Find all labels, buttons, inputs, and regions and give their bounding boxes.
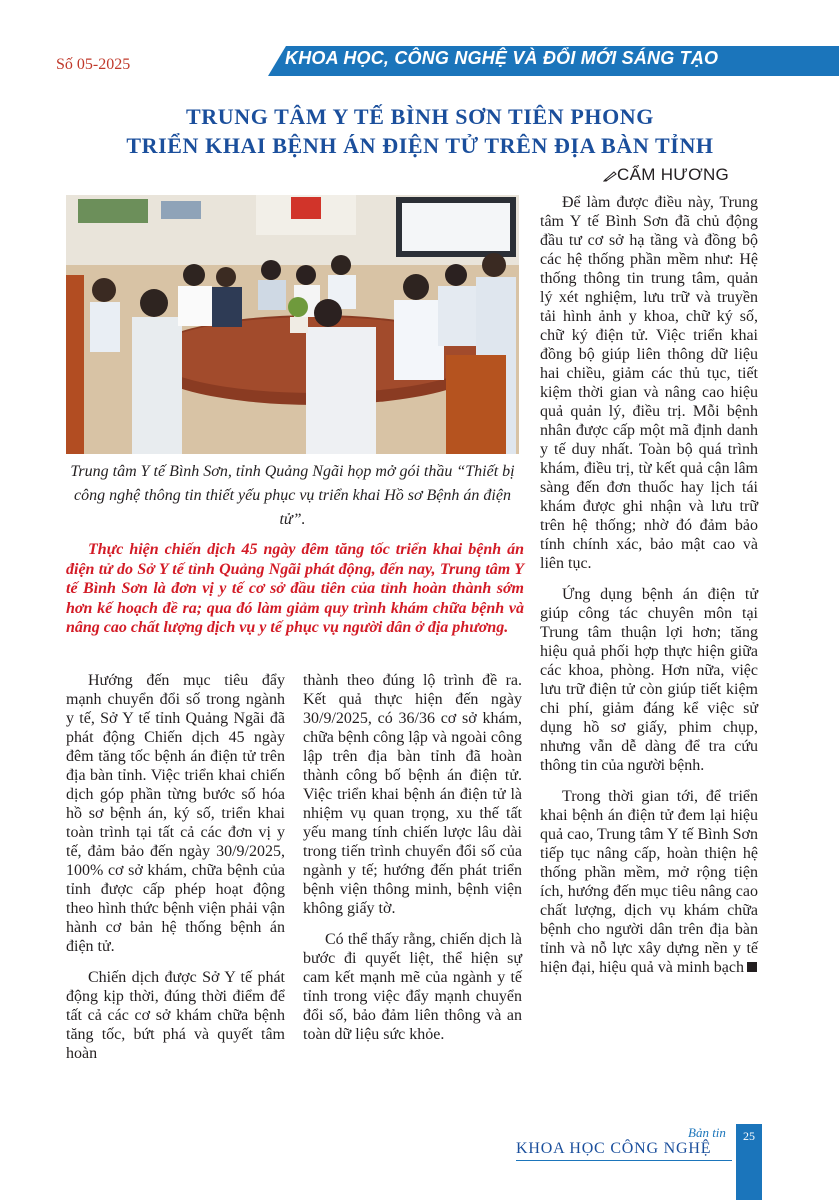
paragraph-text: Trong thời gian tới, để triển khai bệnh án điện tử đem lại hiệu quả cao, Trung tâm Y tế Bình Sơn tiếp tục nâng cấp, hoàn thiện hệ thống phần mềm, mở rộng tiện ích, hướng đến mục tiêu nâng cao chất lượng, dịch vụ khám chữa bệnh cho người dân trên địa bàn tỉnh và nỗ lực xây dựng nền y tế hiện đại, hiệu quả và minh bạch [540, 788, 758, 976]
banner-notch [268, 46, 286, 76]
photo-caption: Trung tâm Y tế Bình Sơn, tỉnh Quảng Ngãi họp mở gói thầu “Thiết bị công nghệ thông tin thiết yếu phục vụ triển khai Hồ sơ Bệnh án điện tử”. [70, 463, 515, 528]
page-number: 25 [736, 1124, 762, 1148]
article-sapo: Thực hiện chiến dịch 45 ngày đêm tăng tốc triển khai bệnh án điện tử do Sở Y tế tỉnh Quảng Ngãi phát động, đến nay, Trung tâm Y tế Bình Sơn là đơn vị y tế cơ sở đầu tiên của tỉnh hoàn thành sớm hơn kế hoạch đề ra; qua đó làm giảm quy trình khám chữa bệnh và nâng cao chất lượng dịch vụ y tế phục vụ người dân ở địa phương. [66, 541, 524, 636]
article-title-line-1: TRUNG TÂM Y TẾ BÌNH SƠN TIÊN PHONG [185, 104, 655, 129]
issue-number: Số 05-2025 [56, 56, 131, 73]
paragraph-last [540, 787, 758, 977]
page-strip [736, 1148, 762, 1200]
column-2 [303, 671, 522, 1056]
paragraph: thành theo đúng lộ trình đề ra. Kết quả thực hiện đến ngày 30/9/2025, có 36/36 cơ sở khám, chữa bệnh công lập và ngoài công lập trên địa bàn tỉnh đã hoàn thành công bố bệnh án điện tử. Việc triển khai bệnh án điện tử là nhiệm vụ quan trọng, xu thế tất yếu mang tính chiến lược lâu dài trong tiến trình chuyển đổi số của ngành y tế; hướng đến phát triển bệnh viện thông minh, bệnh viện không giấy tờ. [303, 672, 522, 917]
column-3 [540, 193, 758, 989]
footer-bulletin-label: Bản tin [688, 1125, 726, 1140]
column-1 [66, 671, 285, 1075]
footer-publication-name: KHOA HỌC CÔNG NGHỆ [516, 1140, 712, 1157]
paragraph: Ứng dụng bệnh án điện tử giúp công tác chuyên môn tại Trung tâm thuận lợi hơn; tăng hiệu quả phối hợp thực hiện giữa các khoa, phòng. Hơn nữa, việc lưu trữ điện tử còn giúp tiết kiệm chi phí, giảm đáng kể việc sử dụng hồ sơ giấy, phim chụp, nhưng vẫn dễ dàng để tra cứu thông tin của người bệnh. [540, 586, 758, 774]
paragraph: Có thể thấy rằng, chiến dịch là bước đi quyết liệt, thể hiện sự cam kết mạnh mẽ của ngành y tế tỉnh trong việc đẩy mạnh chuyển đổi số, bảo đảm liên thông và an toàn dữ liệu sức khỏe. [303, 931, 522, 1043]
paragraph: Chiến dịch được Sở Y tế phát động kịp thời, đúng thời điểm để tất cả các cơ sở khám chữa bệnh tăng tốc, bứt phá và quyết tâm hoàn [66, 969, 285, 1062]
paragraph: Hướng đến mục tiêu đẩy mạnh chuyển đổi số trong ngành y tế, Sở Y tế tỉnh Quảng Ngãi đã phát động Chiến dịch 45 ngày đêm tăng tốc bệnh án điện tử trên địa bàn tỉnh. Việc triển khai chiến dịch góp phần từng bước số hóa hồ sơ bệnh án, ký số, triển khai toàn trình tại tất cả các đơn vị y tế, đảm bảo đến ngày 30/9/2025, 100% cơ sở khám, chữa bệnh của tỉnh được cấp phép hoạt động theo hình thức bệnh viện phải vận hành cơ bản hệ thống bệnh án điện tử. [66, 672, 285, 955]
paragraph: Để làm được điều này, Trung tâm Y tế Bình Sơn đã chủ động đầu tư cơ sở hạ tầng và đồng bộ các hệ thống phần mềm như: Hệ thống thông tin trung tâm, quản lý xét nghiệm, lưu trữ và truyền tải hình ảnh y khoa, chữ ký số, chữ ký điện tử. Việc triển khai đồng bộ giúp liên thông dữ liệu hai chiều, giảm các thủ tục, tiết kiệm thời gian và nâng cao hiệu quả quản lý, điều trị. Mỗi bệnh nhân được cấp một mã định danh y tế duy nhất. Toàn bộ quá trình khám, điều trị, từ kết quả cận lâm sàng đến đơn thuốc hay lịch tái khám được ghi nhận và lưu trữ trên hệ thống; nhờ đó đảm bảo tính chính xác, bảo mật cao và liên tục. [540, 194, 758, 572]
pen-icon [603, 170, 617, 182]
end-mark-icon [747, 962, 757, 972]
author-name: CẨM HƯƠNG [617, 165, 730, 184]
footer-divider [516, 1160, 732, 1161]
section-title: KHOA HỌC, CÔNG NGHỆ VÀ ĐỔI MỚI SÁNG TẠO [285, 48, 719, 68]
meeting-photo [66, 195, 519, 454]
article-title-line-2: TRIỂN KHAI BỆNH ÁN ĐIỆN TỬ TRÊN ĐỊA BÀN TỈNH [126, 133, 714, 158]
